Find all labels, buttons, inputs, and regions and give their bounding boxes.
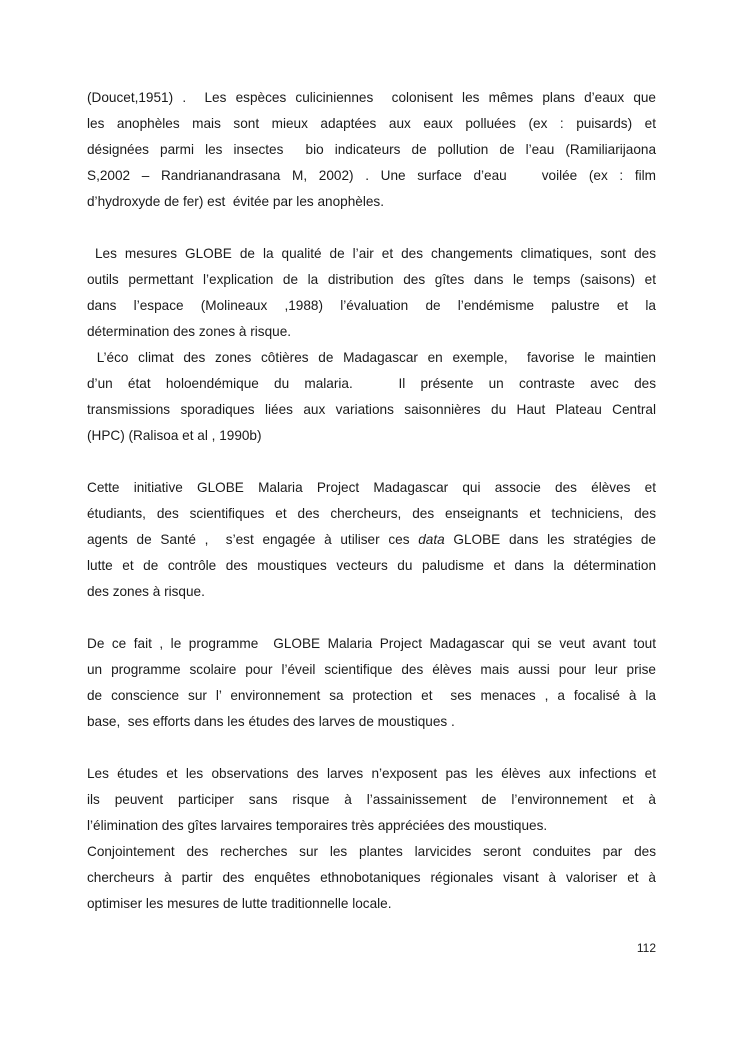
text-line: Les mesures GLOBE de la qualité de l’air et des changements climatiques, sont des [87,246,656,261]
text-line: (Doucet,1951) . Les espèces culiciniennes colonisent les mêmes plans d’eaux que [87,90,656,105]
text-line: d’hydroxyde de fer) est évitée par les anophèles. [87,194,384,209]
paragraph [87,631,656,735]
text-line: outils permettant l’explication de la distribution des gîtes dans le temps (saisons) et [87,272,656,287]
paragraph [87,475,656,605]
paragraph [87,241,656,345]
paragraph [87,345,656,449]
text-line: base, ses efforts dans les études des larves de moustiques . [87,714,455,729]
text-line: l’élimination des gîtes larvaires temporaires très appréciées des moustiques. [87,818,548,833]
text-line: Cette initiative GLOBE Malaria Project Madagascar qui associe des élèves et [87,480,656,495]
italic-term: data [418,532,445,547]
text-line: L’éco climat des zones côtières de Madagascar en exemple, favorise le maintien [87,350,656,365]
paragraph [87,85,656,215]
text-line: de conscience sur l’ environnement sa protection et ses menaces , a focalisé à la [87,688,656,703]
text-line: d’un état holoendémique du malaria. Il présente un contraste avec des [87,376,656,391]
text-line: Conjointement des recherches sur les plantes larvicides seront conduites par des [87,844,656,859]
text-line: des zones à risque. [87,584,205,599]
text-line: De ce fait , le programme GLOBE Malaria Project Madagascar qui se veut avant tout [87,636,656,651]
text-line: étudiants, des scientifiques et des chercheurs, des enseignants et techniciens, des [87,506,656,521]
text-line: désignées parmi les insectes bio indicateurs de pollution de l’eau (Ramiliarijaona [87,142,656,157]
page-number: 112 [636,941,656,955]
text-line: transmissions sporadiques liées aux variations saisonnières du Haut Plateau Central [87,402,656,417]
paragraph [87,761,656,839]
text-line: les anophèles mais sont mieux adaptées aux eaux polluées (ex : puisards) et [87,116,656,131]
text-line: S,2002 – Randrianandrasana M, 2002) . Une surface d’eau voilée (ex : film [87,168,656,183]
body-text [87,85,656,917]
text-line: (HPC) (Ralisoa et al , 1990b) [87,428,262,443]
text-line-with-italic [87,527,656,553]
text-line: un programme scolaire pour l’éveil scientifique des élèves mais aussi pour leur prise [87,662,656,677]
text-line: Les études et les observations des larves n’exposent pas les élèves aux infections et [87,766,656,781]
text-line: lutte et de contrôle des moustiques vecteurs du paludisme et dans la détermination [87,558,656,573]
paragraph-gap [87,735,656,761]
paragraph-gap [87,449,656,475]
text-line: ils peuvent participer sans risque à l’assainissement de l’environnement et à [87,792,656,807]
text-line: optimiser les mesures de lutte traditionnelle locale. [87,896,392,911]
text-run: agents de Santé , s’est engagée à utiliser ces [87,532,419,547]
text-line: dans l’espace (Molineaux ,1988) l’évaluation de l’endémisme palustre et la [87,298,656,313]
paragraph-gap [87,605,656,631]
text-line: chercheurs à partir des enquêtes ethnobotaniques régionales visant à valoriser et à [87,870,656,885]
paragraph-gap [87,215,656,241]
text-run: GLOBE dans les stratégies de [444,532,656,547]
text-line: détermination des zones à risque. [87,324,292,339]
paragraph [87,839,656,917]
